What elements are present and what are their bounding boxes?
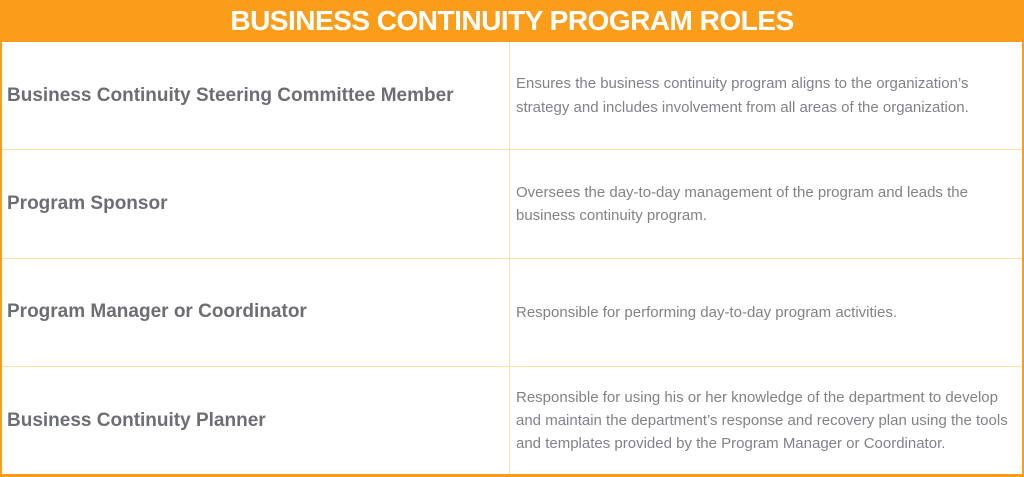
role-cell: [2, 259, 510, 366]
title-bar: [0, 0, 1024, 42]
role-name: Program Sponsor: [7, 193, 168, 214]
page-title: BUSINESS CONTINUITY PROGRAM ROLES: [230, 5, 794, 36]
role-cell: [2, 367, 510, 474]
description-cell: [510, 42, 1022, 149]
description-cell: [510, 367, 1022, 474]
role-name: Program Manager or Coordinator: [7, 301, 307, 323]
role-description: Responsible for using his or her knowledge of the department to develop and maintain the department’s response and recovery plan using the tools and templates provided by the Program Manager or Coordinator.: [516, 388, 1008, 452]
role-name: Business Continuity Planner: [7, 409, 266, 431]
role-name: Business Continuity Steering Committee Member: [7, 84, 454, 106]
description-cell: [510, 150, 1022, 257]
role-description: Oversees the day-to-day management of the program and leads the business continuity program.: [516, 183, 968, 224]
table-row: [2, 366, 1022, 474]
role-cell: [2, 150, 510, 257]
role-description: Responsible for performing day-to-day program activities.: [516, 303, 897, 321]
table-row: [2, 258, 1022, 366]
table-row: [2, 149, 1022, 257]
table-body: [2, 42, 1022, 474]
role-description: Ensures the business continuity program aligns to the organization’s strategy and includes involvement from all areas of the organization.: [516, 75, 969, 116]
table-row: [2, 42, 1022, 149]
role-cell: [2, 42, 510, 149]
description-cell: [510, 259, 1022, 366]
